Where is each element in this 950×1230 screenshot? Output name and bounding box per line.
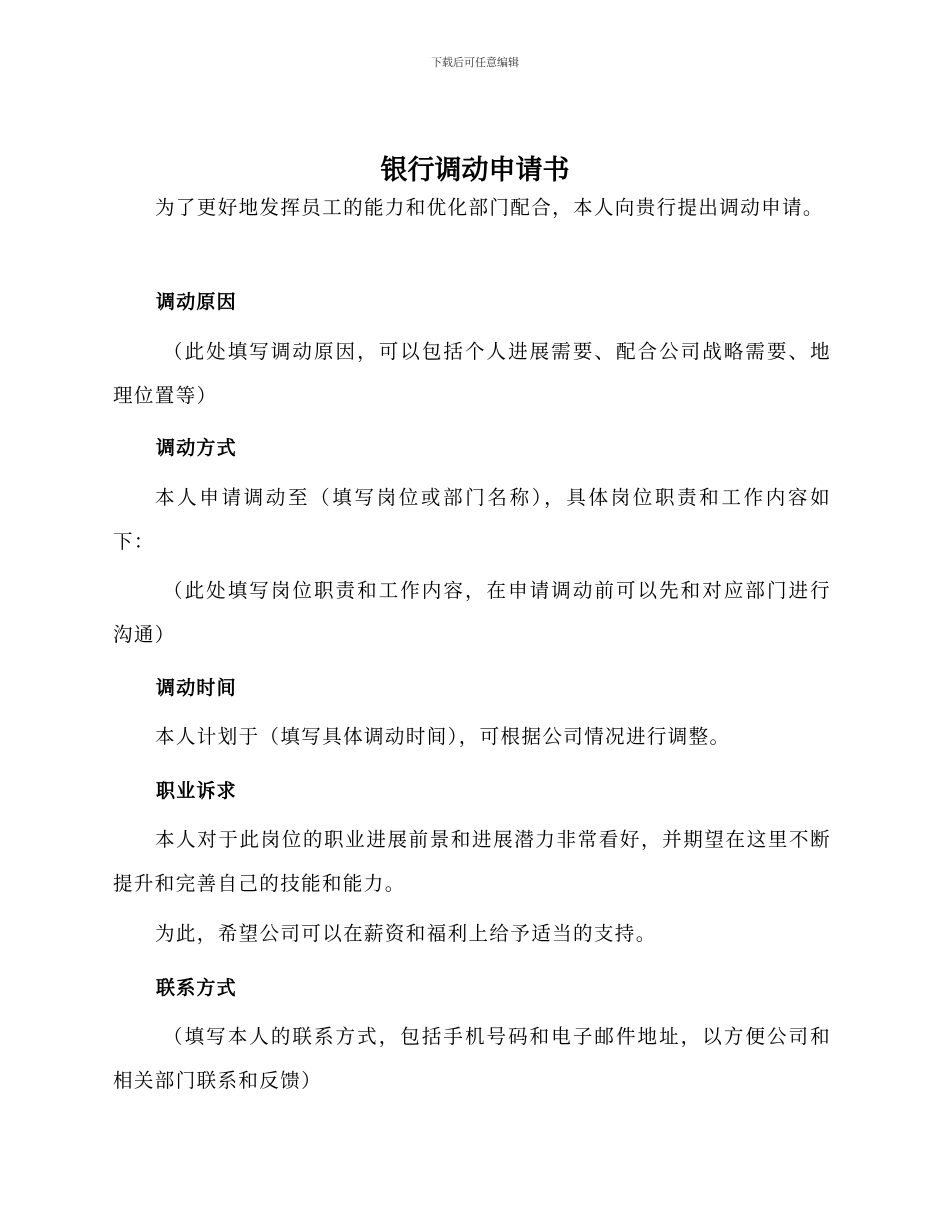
reason-paragraph: （此处填写调动原因，可以包括个人进展需要、配合公司战略需要、地理位置等） <box>113 340 831 407</box>
career-paragraph-1: 本人对于此岗位的职业进展前景和进展潜力非常看好，并期望在这里不断提升和完善自己的技能和能力。 <box>113 828 831 895</box>
intro-paragraph: 为了更好地发挥员工的能力和优化部门配合，本人向贵行提出调动申请。 <box>155 196 824 219</box>
document-title: 银行调动申请书 <box>380 155 570 186</box>
section-heading-career: 职业诉求 <box>156 780 237 802</box>
section-heading-method: 调动方式 <box>156 437 237 459</box>
section-heading-reason: 调动原因 <box>156 291 237 313</box>
career-paragraph-2: 为此，希望公司可以在薪资和福利上给予适当的支持。 <box>155 922 657 945</box>
time-paragraph: 本人计划于（填写具体调动时间），可根据公司情况进行调整。 <box>155 725 731 748</box>
section-heading-time: 调动时间 <box>156 677 237 699</box>
contact-paragraph: （填写本人的联系方式，包括手机号码和电子邮件地址，以方便公司和相关部门联系和反馈） <box>113 1025 831 1092</box>
method-paragraph-2: （此处填写岗位职责和工作内容，在申请调动前可以先和对应部门进行沟通） <box>113 579 831 646</box>
method-paragraph-1: 本人申请调动至（填写岗位或部门名称），具体岗位职责和工作内容如下： <box>113 486 831 553</box>
section-heading-contact: 联系方式 <box>156 977 237 999</box>
header-note: 下载后可任意编辑 <box>431 56 519 69</box>
